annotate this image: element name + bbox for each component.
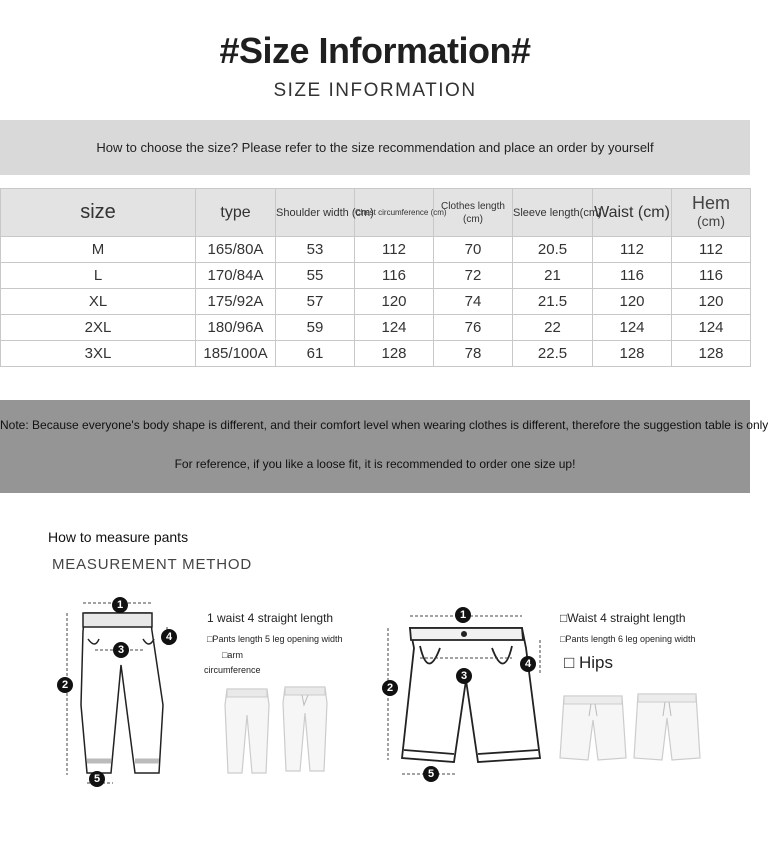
measure-heading: How to measure pants (48, 529, 189, 545)
cell-length: 74 (434, 289, 513, 315)
header-sleeve: Sleeve length(cm) (513, 189, 593, 237)
pants-photo-back (280, 683, 330, 775)
header-chest: Chest circumference (cm) (355, 189, 434, 237)
cell-hem: 112 (672, 237, 751, 263)
left-label-3: □arm (222, 650, 243, 660)
cell-type: 185/100A (196, 341, 276, 367)
cell-waist: 116 (593, 263, 672, 289)
header-type: type (196, 189, 276, 237)
cell-type: 180/96A (196, 315, 276, 341)
cell-sleeve: 21.5 (513, 289, 593, 315)
left-label-4: circumference (204, 665, 261, 675)
right-marker-4: 4 (520, 656, 536, 672)
cell-size: 2XL (1, 315, 196, 341)
cell-chest: 128 (355, 341, 434, 367)
left-label-1: 1 waist 4 straight length (207, 611, 334, 625)
cell-length: 70 (434, 237, 513, 263)
page-subtitle: SIZE INFORMATION (273, 80, 477, 101)
recommendation-text: How to choose the size? Please refer to the size recommendation and place an order by yourself (96, 140, 654, 155)
table-row (1, 263, 751, 289)
left-label-2: □Pants length 5 leg opening width (207, 634, 343, 644)
right-marker-3: 3 (456, 668, 472, 684)
left-marker-5: 5 (89, 771, 105, 787)
header-hem-line1: Hem (691, 193, 730, 213)
cell-length: 76 (434, 315, 513, 341)
cell-waist: 124 (593, 315, 672, 341)
cell-size: M (1, 237, 196, 263)
header-waist: Waist (cm) (593, 189, 672, 237)
table-header-row (1, 189, 751, 237)
right-label-2: □Pants length 6 leg opening width (560, 634, 696, 644)
recommendation-band (0, 120, 750, 175)
cell-size: 3XL (1, 341, 196, 367)
left-marker-1: 1 (112, 597, 128, 613)
cell-hem: 128 (672, 341, 751, 367)
cell-length: 78 (434, 341, 513, 367)
header-hem (672, 189, 751, 237)
cell-chest: 120 (355, 289, 434, 315)
cell-size: L (1, 263, 196, 289)
cell-type: 175/92A (196, 289, 276, 315)
size-table (0, 188, 751, 367)
left-marker-3: 3 (113, 642, 129, 658)
cell-type: 170/84A (196, 263, 276, 289)
note-line-2: For reference, if you like a loose fit, it is recommended to order one size up! (174, 457, 576, 471)
left-marker-2: 2 (57, 677, 73, 693)
long-pants-diagram (55, 595, 190, 790)
header-length-line1: Clothes length (441, 200, 505, 212)
table-row (1, 237, 751, 263)
shorts-photo-back (632, 688, 702, 765)
cell-waist: 128 (593, 341, 672, 367)
cell-chest: 116 (355, 263, 434, 289)
cell-waist: 112 (593, 237, 672, 263)
right-marker-2: 2 (382, 680, 398, 696)
shorts-diagram (380, 600, 550, 785)
cell-size: XL (1, 289, 196, 315)
cell-sleeve: 22.5 (513, 341, 593, 367)
cell-chest: 124 (355, 315, 434, 341)
header-shoulder: Shoulder width (cm) (276, 189, 355, 237)
cell-hem: 120 (672, 289, 751, 315)
cell-shoulder: 59 (276, 315, 355, 341)
table-row (1, 289, 751, 315)
shorts-photo-front (558, 690, 628, 765)
right-marker-5: 5 (423, 766, 439, 782)
cell-chest: 112 (355, 237, 434, 263)
cell-sleeve: 20.5 (513, 237, 593, 263)
cell-shoulder: 53 (276, 237, 355, 263)
left-marker-4: 4 (161, 629, 177, 645)
cell-hem: 124 (672, 315, 751, 341)
cell-shoulder: 55 (276, 263, 355, 289)
cell-sleeve: 22 (513, 315, 593, 341)
cell-shoulder: 57 (276, 289, 355, 315)
header-length-line2: (cm) (463, 213, 483, 225)
note-line-1: Note: Because everyone's body shape is different, and their comfort level when wearing clothes is different, therefore the suggestion table is only (0, 418, 768, 432)
table-row (1, 315, 751, 341)
cell-hem: 116 (672, 263, 751, 289)
cell-shoulder: 61 (276, 341, 355, 367)
right-marker-1: 1 (455, 607, 471, 623)
table-row (1, 341, 751, 367)
page-title: #Size Information# (219, 30, 531, 71)
cell-waist: 120 (593, 289, 672, 315)
right-label-1: □Waist 4 straight length (560, 611, 686, 625)
cell-length: 72 (434, 263, 513, 289)
cell-type: 165/80A (196, 237, 276, 263)
header-hem-line2: (cm) (697, 213, 725, 229)
header-size: size (1, 189, 196, 237)
note-band (0, 400, 768, 493)
cell-sleeve: 21 (513, 263, 593, 289)
right-label-3: □ Hips (564, 653, 613, 672)
pants-photo-front (222, 685, 272, 777)
measure-method-title: MEASUREMENT METHOD (52, 556, 252, 573)
